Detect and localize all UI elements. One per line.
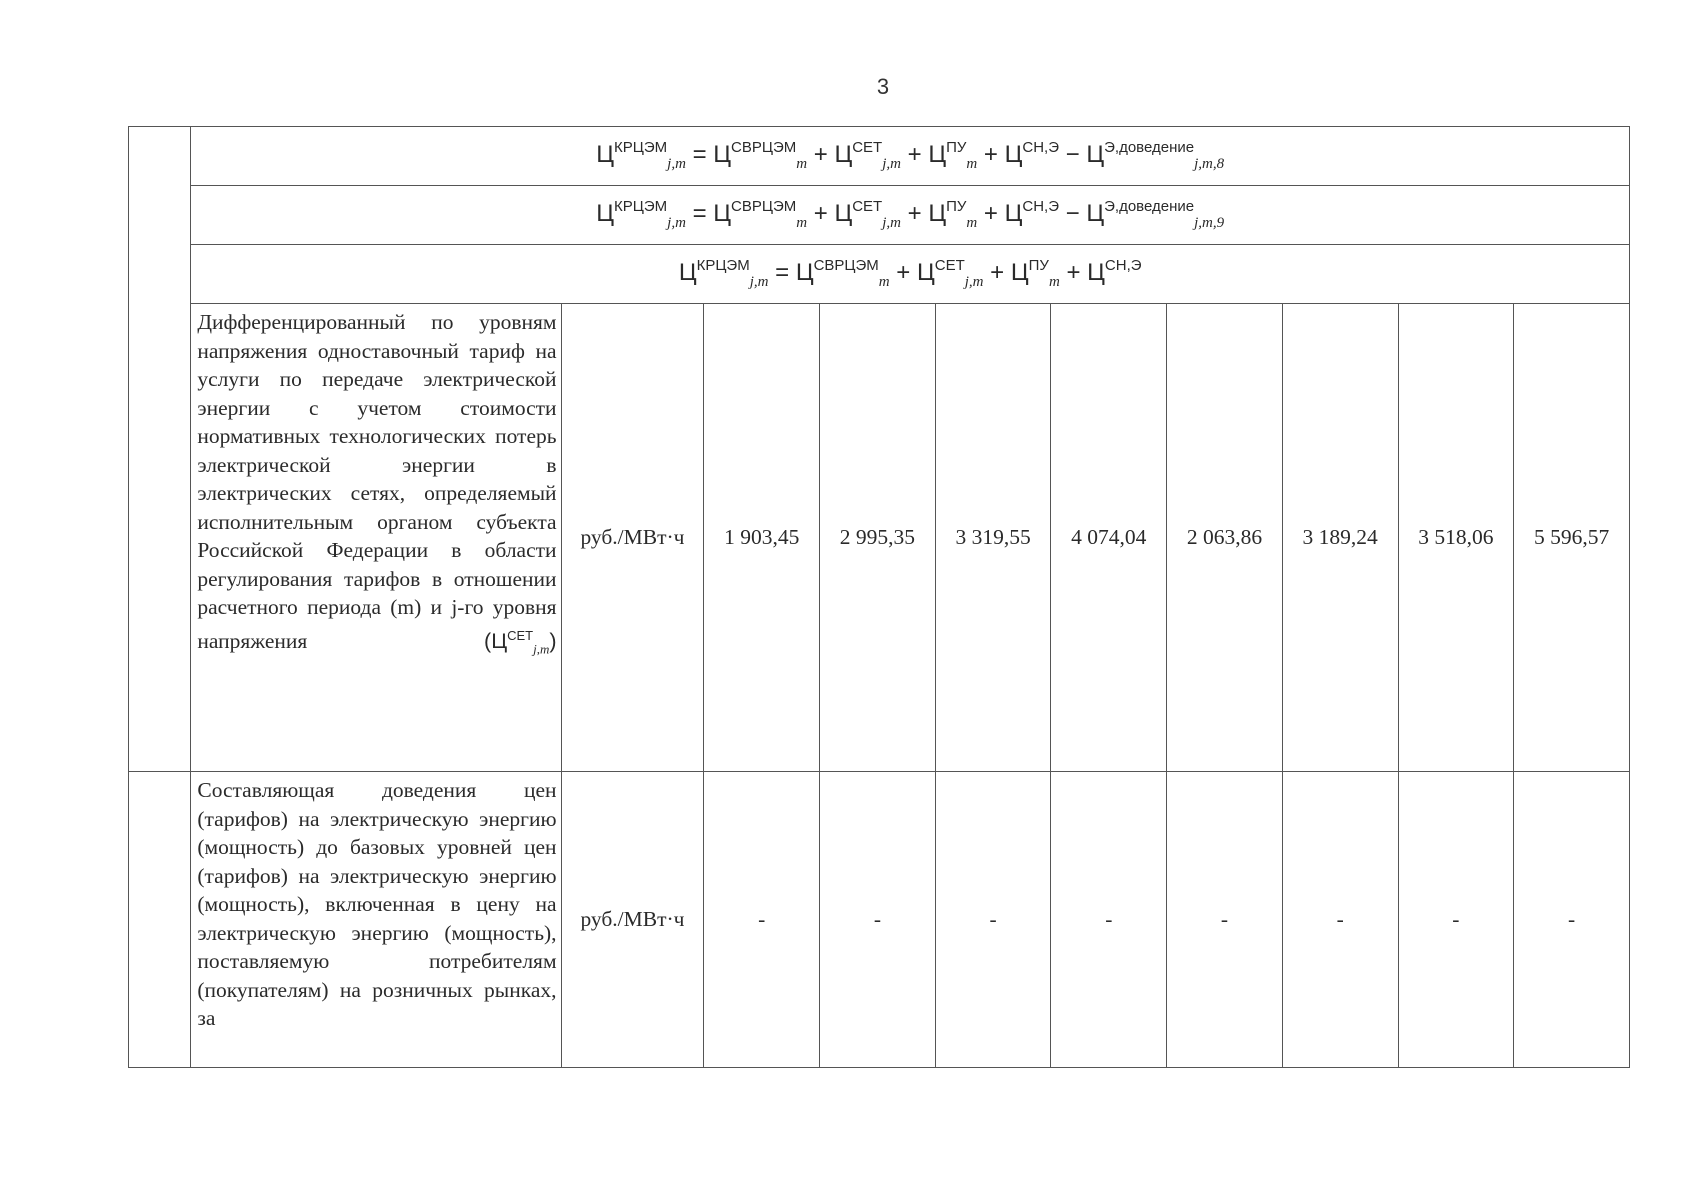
row-number-cell	[129, 127, 191, 772]
formula-superscript: СЕТ	[852, 198, 883, 215]
formula-symbol: Ц	[596, 200, 615, 227]
formula-operator: +	[889, 259, 917, 286]
formula-row-1	[129, 127, 1630, 186]
value-cell: 3 319,55	[935, 304, 1051, 772]
description-text: Дифференцированный по уровням напряжения одноставочный тариф на услуги по передаче электрической энергии с учетом стоимости нормативных технологических потерь электрической энергии в электрических сетях, определяемый исполнительным органом субъекта Российской Федерации в области регулирования тарифов в отношении расчетного периода (m) и j-го уровня напряжения	[197, 310, 557, 653]
formula-symbol: Ц	[834, 200, 853, 227]
formula-superscript: СЕТ	[852, 139, 883, 156]
row-description	[191, 304, 561, 772]
formula-superscript: КРЦЭМ	[614, 198, 668, 215]
value-cell: -	[704, 772, 820, 1068]
formula-operator: +	[1059, 259, 1088, 286]
formula-symbol: Ц	[1004, 200, 1023, 227]
formula-operator: −	[1059, 141, 1087, 168]
formula-operator: +	[807, 200, 835, 227]
value-cell: 2 063,86	[1167, 304, 1283, 772]
formula-symbol: Ц	[834, 141, 853, 168]
value-cell: 3 189,24	[1282, 304, 1398, 772]
formula-subscript: j,m	[882, 156, 901, 172]
formula-1	[191, 127, 1630, 186]
formula-subscript: m	[966, 215, 978, 231]
table-row	[129, 304, 1630, 772]
formula-2	[191, 186, 1630, 245]
formula-symbol: Ц	[713, 200, 732, 227]
value-cell: 4 074,04	[1051, 304, 1167, 772]
unit-cell: руб./МВт·ч	[561, 772, 704, 1068]
tariff-symbol: $(Ц^{СЕТ}_{j,m})$	[484, 627, 557, 656]
value-cell: 5 596,57	[1514, 304, 1630, 772]
formula-superscript: СЕТ	[934, 257, 965, 274]
formula-subscript: j,m	[964, 274, 984, 290]
formula-symbol: Ц	[928, 200, 947, 227]
formula-subscript: j,m,9	[1194, 215, 1225, 231]
table-row	[129, 772, 1630, 1068]
formula-operator: +	[900, 200, 929, 227]
formula-operator: +	[983, 259, 1011, 286]
formula-symbol: Ц	[1010, 259, 1029, 286]
value-cell: -	[935, 772, 1051, 1068]
formula-operator: +	[807, 141, 835, 168]
formula-symbol: Ц	[1087, 259, 1105, 286]
value-cell: -	[820, 772, 936, 1068]
formula-operator: +	[977, 141, 1005, 168]
value-cell: 2 995,35	[820, 304, 936, 772]
value-cell: -	[1398, 772, 1514, 1068]
formula-subscript: m	[796, 215, 808, 231]
value-cell: 3 518,06	[1398, 304, 1514, 772]
formula-subscript: j,m,8	[1194, 156, 1225, 172]
formula-symbol: Ц	[1086, 141, 1105, 168]
row-number-cell	[129, 772, 191, 1068]
description-text: Составляющая доведения цен (тарифов) на электрическую энергию (мощность) до базовых уровней цен (тарифов) на электрическую энергию (мощность), включенная в цену на электрическую энергию (мощность), поставляемую потребителям (покупателям) на розничных рынках, за	[197, 778, 557, 1030]
formula-operator: +	[900, 141, 929, 168]
formula-operator: −	[1059, 200, 1087, 227]
value-cell: -	[1514, 772, 1630, 1068]
tariff-table	[128, 126, 1630, 1068]
formula-superscript: СН,Э	[1022, 198, 1059, 215]
formula-symbol: Ц	[1004, 141, 1023, 168]
formula-row-2	[129, 186, 1630, 245]
unit-cell: руб./МВт·ч	[561, 304, 704, 772]
formula-subscript: j,m	[882, 215, 901, 231]
formula-superscript: СН,Э	[1104, 257, 1142, 274]
value-cell: -	[1051, 772, 1167, 1068]
value-cell: -	[1167, 772, 1283, 1068]
formula-operator: =	[685, 200, 714, 227]
formula-superscript: КРЦЭМ	[696, 257, 750, 274]
formula-superscript: КРЦЭМ	[614, 139, 668, 156]
formula-superscript: СВРЦЭМ	[731, 139, 797, 156]
formula-superscript: СВРЦЭМ	[731, 198, 797, 215]
formula-operator: =	[768, 259, 796, 286]
formula-subscript: m	[878, 274, 890, 290]
formula-symbol: Ц	[678, 259, 697, 286]
formula-subscript: j,m	[667, 215, 686, 231]
formula-subscript: m	[796, 156, 808, 172]
formula-superscript: ПУ	[946, 139, 967, 156]
formula-subscript: m	[1048, 274, 1060, 290]
page-number: 3	[876, 74, 890, 99]
formula-symbol: Ц	[917, 259, 935, 286]
formula-superscript: Э,доведение	[1104, 139, 1195, 156]
row-description	[191, 772, 561, 1068]
formula-superscript: СН,Э	[1022, 139, 1059, 156]
formula-symbol: Ц	[928, 141, 947, 168]
formula-superscript: Э,доведение	[1104, 198, 1195, 215]
value-cell: 1 903,45	[704, 304, 820, 772]
formula-subscript: m	[966, 156, 978, 172]
formula-operator: =	[685, 141, 714, 168]
formula-symbol: Ц	[596, 141, 615, 168]
formula-superscript: СВРЦЭМ	[813, 257, 879, 274]
formula-symbol: Ц	[1086, 200, 1105, 227]
formula-symbol: Ц	[795, 259, 814, 286]
formula-superscript: ПУ	[1028, 257, 1049, 274]
formula-3	[191, 245, 1630, 304]
formula-subscript: j,m	[667, 156, 686, 172]
formula-superscript: ПУ	[946, 198, 967, 215]
formula-symbol: Ц	[713, 141, 732, 168]
formula-operator: +	[977, 200, 1005, 227]
formula-subscript: j,m	[749, 274, 769, 290]
value-cell: -	[1282, 772, 1398, 1068]
formula-row-3	[129, 245, 1630, 304]
